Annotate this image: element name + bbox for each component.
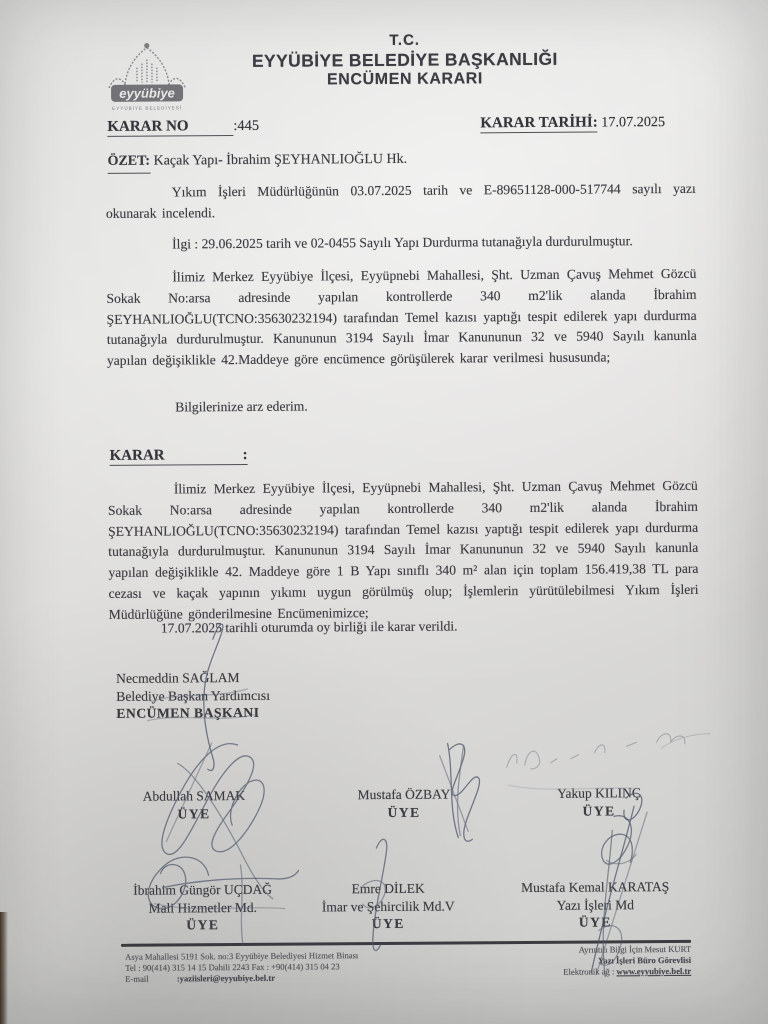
footer-contact-person: Ayrıntılı Bilgi İçin Mesut KURT — [578, 943, 692, 955]
footer-contact-left — [125, 950, 455, 985]
signatory-block — [520, 784, 678, 820]
signatory-block — [108, 881, 298, 935]
signatory-role: ÜYE — [177, 805, 211, 821]
paragraph-decision-body: İlimiz Merkez Eyyübiye İlçesi, Eyyüpnebi Mahallesi, Şht. Uzman Çavuş Mehmet Gözcü Sokak No:arsa adresinde yapılan kontrollerde 340 m2'lik alanda İbrahim ŞEYHANLIOĞLU(TCNO:35630232194) tarafından Temel kazısı yaptığı tespit edilerek yapı durdurma tutanağıyla durdurulmuştur. Kanununun 3194 Sayılı İmar Kanununun 32 ve 5940 Sayılı kanunla yapılan değişiklikle 42. Maddeye göre 1 B Yapı sınıflı 340 m² alan için toplam 156.419,38 TL para cezası ve kaçak yapının yıkımı uygun görülmüş olup; İşlemlerin yürütülebilmesi Yıkım İşleri Müdürlüğüne gönderilmesine Encümenimizce; — [107, 477, 699, 622]
footer-web-value: www.eyyubiye.bel.tr — [616, 965, 692, 977]
paragraph-submission: Bilgilerinize arz ederim. — [175, 398, 308, 415]
signatory-title: Yazı İşleri Md — [556, 896, 634, 913]
footer-contact-right — [471, 944, 691, 979]
paragraph-reference: İlgi : 29.06.2025 tarih ve 02-0455 Sayılı Yapı Durdurma tutanağıyla durdurulmuştur. — [172, 233, 633, 252]
logo-wordmark: eyyübiye — [119, 85, 175, 101]
signatory-name: Mustafa ÖZBAY — [357, 786, 451, 803]
logo-subtext: EYYÜBİYE BELEDİYESİ — [112, 105, 183, 111]
signatory-name: Emre DİLEK — [351, 880, 425, 897]
decision-section-label: KARAR — [109, 447, 165, 464]
footer-email-value: :yaziisleri@eyyubiye.bel.tr — [176, 972, 276, 984]
decision-number-label: KARAR NO — [107, 118, 233, 137]
summary-label: ÖZET: — [107, 152, 150, 174]
signatory-block — [498, 878, 693, 932]
chairman-block — [116, 669, 270, 723]
chairman-role: ENCÜMEN BAŞKANI — [116, 704, 260, 721]
decision-section-colon: : — [242, 446, 248, 463]
signatory-block — [324, 785, 484, 821]
header-organization: EYYÜBİYE BELEDİYE BAŞKANLIĞI — [251, 48, 558, 71]
decision-section-label-row — [110, 447, 248, 466]
decision-number-row — [107, 118, 259, 137]
footer-email-label: E-mail — [125, 973, 149, 984]
signatory-block — [301, 879, 476, 933]
footer-contact-title: Yazı İşleri Büro Görevlisi — [598, 954, 692, 966]
summary-text: Kaçak Yapı- İbrahim ŞEYHANLIOĞLU Hk. — [150, 151, 408, 169]
footer-phone: Tel : 90(414) 315 14 15 Dahili 2243 Fax : +90(414) 315 04 23 — [125, 961, 340, 973]
signatory-block — [114, 787, 274, 823]
signatory-role: ÜYE — [186, 917, 220, 933]
signatory-name: Mustafa Kemal KARATAŞ — [520, 879, 670, 896]
signatory-role: ÜYE — [387, 804, 421, 820]
header-document-type: ENCÜMEN KARARI — [326, 70, 484, 89]
signatory-role: ÜYE — [582, 802, 616, 819]
decision-date-value: 17.07.2025 — [597, 114, 666, 131]
signatory-title: Mali Hizmetler Md. — [148, 899, 257, 916]
footer-address: Asya Mahallesi 5191 Sok. no:3 Eyyübiye Belediyesi Hizmet Binası — [125, 950, 359, 962]
paragraph-findings: İlimiz Merkez Eyyübiye İlçesi, Eyyüpnebi Mahallesi, Şht. Uzman Çavuş Mehmet Gözcü Sokak No:arsa adresinde yapılan kontrollerde 340 m2'lik alanda İbrahim ŞEYHANLIOĞLU(TCNO:35630232194) tarafından Temel kazısı yaptığı tespit edilerek yapı durdurma tutanağıyla durdurulmuştur. Kanununun 3194 Sayılı İmar Kanununun 32 ve 5940 Sayılı kanunla yapılan değişiklikle 42.Maddeye göre encümence görüşülerek karar verilmesi hususunda; — [106, 265, 697, 369]
footer-web-label: Elektronik ağ : — [563, 966, 615, 977]
decision-date-row — [480, 114, 665, 133]
handwriting-note — [507, 733, 710, 789]
paragraph-decision-result: 17.07.2025 tarihli oturumda oy birliği ile karar verildi. — [160, 618, 458, 636]
chairman-title: Belediye Başkan Yardımcısı — [116, 687, 270, 704]
header-country: T.C. — [389, 31, 421, 49]
signatory-role: ÜYE — [578, 914, 612, 930]
photo-table-edge — [0, 912, 8, 1024]
decision-date-colon: : — [592, 114, 598, 131]
decision-date-label: KARAR TARİHİ — [480, 114, 593, 132]
footer-web-row — [471, 966, 691, 979]
signature-member-yakup — [601, 816, 636, 865]
chairman-name: Necmeddin SAĞLAM — [116, 670, 240, 686]
signatory-name: Abdullah SAMAK — [142, 787, 246, 804]
signatory-name: Yakup KILINÇ — [557, 785, 641, 801]
signatory-role: ÜYE — [371, 915, 405, 932]
paragraph-review: Yıkım İşleri Müdürlüğünün 03.07.2025 tarih ve E-89651128-000-517744 sayılı yazı okunarak incelendi. — [105, 180, 696, 221]
signatory-name: İbrahim Güngör UÇDAĞ — [133, 881, 273, 898]
signatory-title: İmar ve Şehircilik Md.V — [321, 898, 455, 914]
summary-row — [107, 150, 407, 174]
decision-number-value: :445 — [233, 117, 260, 135]
footer-email-row — [125, 972, 455, 985]
